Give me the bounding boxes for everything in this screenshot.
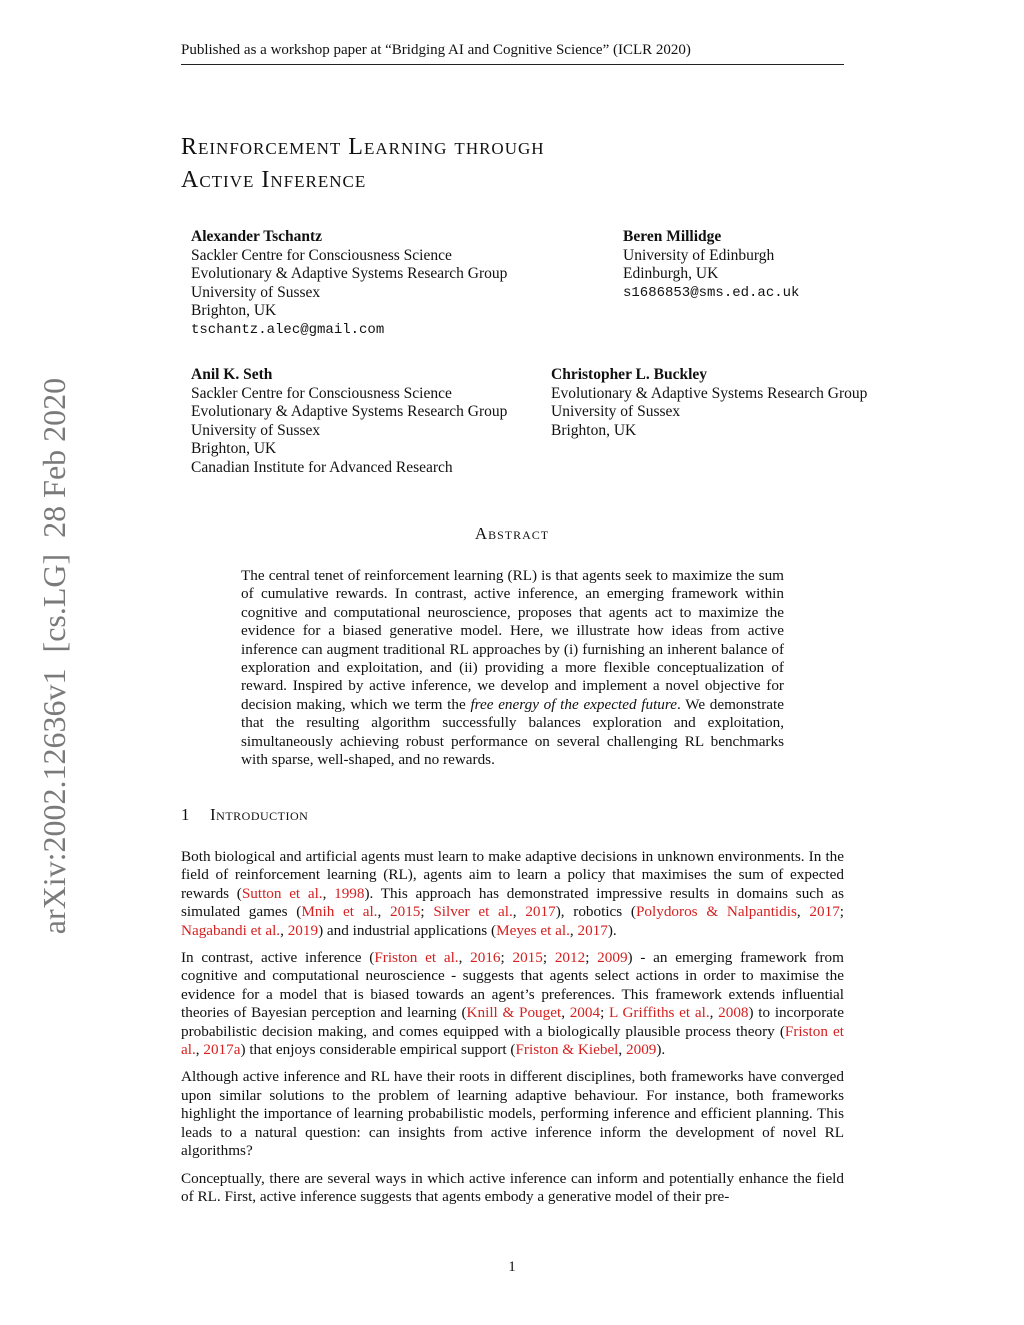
text: , xyxy=(618,1041,626,1059)
citation-link[interactable]: Friston et al. xyxy=(374,949,459,967)
author-affiliation: Brighton, UK xyxy=(551,421,637,439)
author-affiliation: Evolutionary & Adaptive Systems Research Group xyxy=(191,265,508,282)
paragraph-2 xyxy=(181,949,844,1059)
citation-link[interactable]: Knill & Pouget xyxy=(466,1004,562,1022)
citation-link[interactable]: Silver et al. xyxy=(433,903,513,921)
text: Both biological and artificial agents must learn to make adaptive decisions in unknown environments. In the field of reinforcement learning (RL), agents aim to learn a policy that maximises the sum of expected rewards ( xyxy=(181,848,844,902)
author-affiliation: Sackler Centre for Consciousness Science xyxy=(191,384,452,402)
text: ) to incorporate probabilistic decision making, and comes equipped with a biologically plausible process theory ( xyxy=(181,1004,844,1040)
text: ) and industrial applications ( xyxy=(318,921,497,939)
text: ; xyxy=(600,1004,610,1022)
section-title: Introduction xyxy=(210,805,309,824)
author-email[interactable]: tschantz.alec@gmail.com xyxy=(191,321,385,338)
text: In contrast, active inference ( xyxy=(181,949,375,967)
author-affiliation: Brighton, UK xyxy=(191,302,277,319)
citation-link[interactable]: Polydoros & Nalpantidis xyxy=(635,903,797,921)
title-line-2: Active Inference xyxy=(181,167,367,193)
citation-link[interactable]: Nagabandi et al. xyxy=(181,921,281,939)
abstract-body xyxy=(241,567,784,769)
arxiv-date: 28 Feb 2020 xyxy=(36,377,72,538)
author-affiliation: University of Edinburgh xyxy=(623,246,775,264)
paragraph-1 xyxy=(181,848,844,940)
text: , xyxy=(280,921,288,939)
paragraph-3: Although active inference and RL have their roots in different disciplines, both frameworks have converged upon similar solutions to the problem of learning adaptive behaviour. For instance, both frameworks highlight the importance of learning probabilistic models, performing inference and efficient planning. This leads to a natural question: can insights from active inference inform the development of novel RL algorithms? xyxy=(181,1068,844,1160)
text: , xyxy=(512,903,526,921)
author-name: Alexander Tschantz xyxy=(191,228,323,245)
text: , xyxy=(458,949,471,967)
arxiv-category: [cs.LG] xyxy=(36,553,72,653)
author-affiliation: University of Sussex xyxy=(191,421,321,439)
text: , xyxy=(561,1004,570,1022)
arxiv-stamp xyxy=(34,348,74,948)
citation-link[interactable]: Friston et al. xyxy=(181,1022,844,1059)
abstract-heading: Abstract xyxy=(474,524,550,543)
text: , xyxy=(569,921,578,939)
citation-link[interactable]: 2017 xyxy=(577,921,608,939)
citation-link[interactable]: 2017 xyxy=(809,903,840,921)
text: , xyxy=(796,903,810,921)
section-number: 1 xyxy=(181,805,190,824)
citation-link[interactable]: 2016 xyxy=(470,949,501,967)
citation-link[interactable]: Friston & Kiebel xyxy=(515,1041,619,1059)
text: , xyxy=(322,884,335,902)
text: ) that enjoys considerable empirical support ( xyxy=(240,1041,516,1059)
body-text xyxy=(181,848,844,1215)
citation-link[interactable]: 2015 xyxy=(390,903,421,921)
author-name: Anil K. Seth xyxy=(191,366,273,383)
citation-link[interactable]: Meyes et al. xyxy=(496,921,570,939)
text: ; xyxy=(839,903,845,921)
citation-link[interactable]: Mnih et al. xyxy=(301,903,378,921)
citation-link[interactable]: 2017a xyxy=(203,1041,241,1059)
text: , xyxy=(195,1041,204,1059)
text: ). xyxy=(656,1041,666,1059)
paragraph-4: Conceptually, there are several ways in which active inference can inform and potentially enhance the field of RL. First, active inference suggests that agents embody a generative model of their pre- xyxy=(181,1169,844,1205)
text: ; xyxy=(420,903,434,921)
arxiv-id: arXiv:2002.12636v1 xyxy=(36,668,72,935)
citation-link[interactable]: 2009 xyxy=(626,1041,657,1059)
title-line-1: Reinforcement Learning through xyxy=(181,134,545,160)
author-block-millidge xyxy=(623,228,799,302)
text: ; xyxy=(585,949,598,967)
running-header: Published as a workshop paper at “Bridging AI and Cognitive Science” (ICLR 2020) xyxy=(181,40,844,65)
author-affiliation: Evolutionary & Adaptive Systems Research Group xyxy=(191,403,508,420)
citation-link[interactable]: 2008 xyxy=(718,1004,749,1022)
author-affiliation: University of Sussex xyxy=(191,283,321,301)
citation-link[interactable]: 2017 xyxy=(525,903,556,921)
citation-link[interactable]: 2012 xyxy=(554,949,586,967)
citation-link[interactable]: Sutton et al. xyxy=(241,884,323,902)
citation-link[interactable]: 2004 xyxy=(569,1004,601,1022)
text: ; xyxy=(500,949,513,967)
author-affiliation: Sackler Centre for Consciousness Science xyxy=(191,246,452,264)
text: ; xyxy=(542,949,555,967)
page-number: 1 xyxy=(508,1259,516,1275)
citation-link[interactable]: 2019 xyxy=(287,921,319,939)
author-affiliation: University of Sussex xyxy=(551,403,681,420)
abstract-text: The central tenet of reinforcement learning (RL) is that agents seek to maximize the sum of cumulative rewards. In contrast, active inference, an emerging framework within cognitive and computational neuroscience, proposes that agents act to maximize the evidence for a biased generative model. Here, we illustrate how ideas from active inference can augment traditional RL approaches by (i) furnishing an inherent balance of exploration and exploitation, and (ii) providing a more flexible conceptualization of reward. Inspired by active inference, we develop and implement a novel objective for decision making, which we term the xyxy=(241,567,784,713)
text: , xyxy=(709,1004,719,1022)
text: ) - an emerging framework from cognitive and computational neuroscience - suggests that agents select actions in order to maximise the evidence for a model that is biased towards an agent’s preferences. This framework extends influential theories of Bayesian perception and learning ( xyxy=(181,949,844,1022)
text: , xyxy=(377,903,390,921)
text: ). xyxy=(607,921,617,939)
citation-link[interactable]: L Griffiths et al. xyxy=(609,1004,710,1022)
abstract-text: . We demonstrate that the resulting algorithm successfully balances exploration and exploitation, simultaneously achieving robust performance on several challenging RL benchmarks with sparse, well-shaped, and no rewards. xyxy=(241,695,785,769)
author-affiliation: Canadian Institute for Advanced Research xyxy=(191,458,453,476)
author-name: Christopher L. Buckley xyxy=(551,366,708,383)
text: ). This approach has demonstrated impressive results in domains such as simulated games ( xyxy=(181,884,844,921)
author-block-tschantz xyxy=(191,228,507,339)
section-heading xyxy=(181,805,308,825)
author-name: Beren Millidge xyxy=(623,228,722,245)
text: ), robotics ( xyxy=(555,903,636,921)
citation-link[interactable]: 2009 xyxy=(597,949,628,967)
author-affiliation: Edinburgh, UK xyxy=(623,265,719,282)
paper-title xyxy=(181,131,821,197)
abstract-emphasis: free energy of the expected future xyxy=(470,695,677,713)
author-block-buckley xyxy=(551,366,867,440)
citation-link[interactable]: 1998 xyxy=(334,884,365,902)
author-affiliation: Evolutionary & Adaptive Systems Research Group xyxy=(551,384,868,402)
citation-link[interactable]: 2015 xyxy=(512,949,543,967)
author-affiliation: Brighton, UK xyxy=(191,440,277,457)
author-email[interactable]: s1686853@sms.ed.ac.uk xyxy=(623,284,800,301)
author-block-seth xyxy=(191,366,507,477)
